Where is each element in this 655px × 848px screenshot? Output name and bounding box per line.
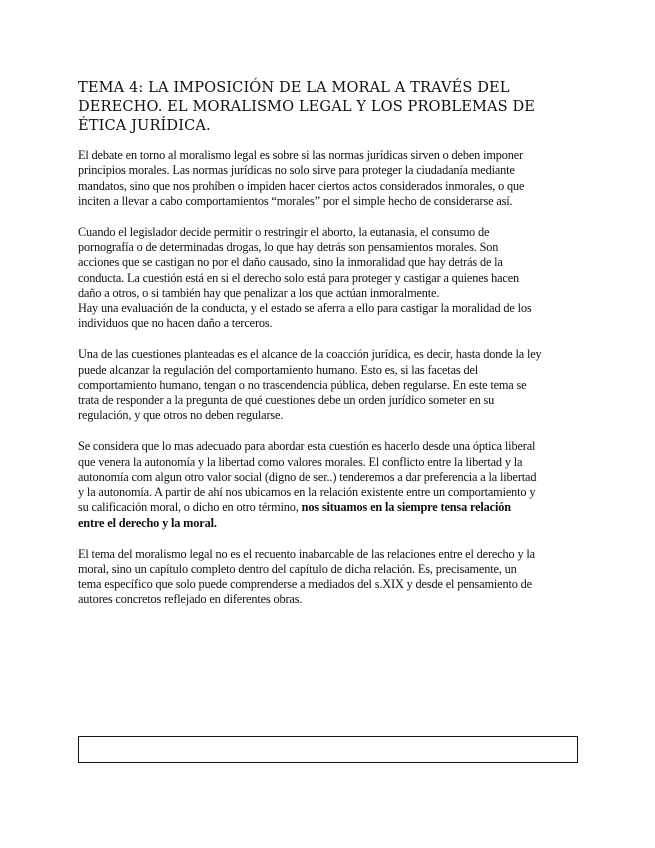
text-line: conducta. La cuestión está en si el derecho solo está para proteger y castigar a quienes hacen <box>78 270 520 285</box>
document-title <box>78 78 578 135</box>
bold-emphasis: entre el derecho y la moral. <box>78 515 217 530</box>
paragraph-moralismo-debate <box>78 148 578 209</box>
text-line: Hay una evaluación de la conducta, y el estado se aferra a ello para castigar la moralidad de los <box>78 301 532 316</box>
title-line: ÉTICA JURÍDICA. <box>78 117 211 134</box>
text-line: comportamiento humano, tengan o no trascendencia pública, deben regularse. En este tema se <box>78 377 527 392</box>
text-line: individuos que no hacen daño a terceros. <box>78 316 273 331</box>
text-line: Una de las cuestiones planteadas es el alcance de la coacción jurídica, es decir, hasta donde la ley <box>78 347 542 362</box>
title-line: DERECHO. EL MORALISMO LEGAL Y LOS PROBLEMAS DE <box>78 98 536 115</box>
paragraph-legislador <box>78 225 578 332</box>
text-line: mandatos, sino que nos prohíben o impiden hacer ciertos actos considerados inmorales, o que <box>78 178 525 193</box>
text-line-bold <box>78 516 578 531</box>
text-segment: su calificación moral, o dicho en otro término, <box>78 500 302 515</box>
paragraph-tema-moralismo <box>78 547 578 608</box>
text-line: regulación, y que otros no deben regularse. <box>78 408 284 423</box>
footer-box <box>78 736 578 763</box>
text-line: puede alcanzar la regulación del comportamiento humano. Esto es, si las facetas del <box>78 362 479 377</box>
text-line: tema específico que solo puede comprenderse a mediados del s.XIX y desde el pensamiento de <box>78 577 532 592</box>
text-line: daño a otros, o si también hay que penalizar a los que actúan inmoralmente. <box>78 285 440 300</box>
title-line: TEMA 4: LA IMPOSICIÓN DE LA MORAL A TRAVÉS DEL <box>78 79 510 96</box>
text-line: pornografía o de determinadas drogas, lo que hay detrás son pensamientos morales. Son <box>78 239 499 254</box>
text-line: principios morales. Las normas jurídicas no solo sirve para proteger la ciudadanía mediante <box>78 163 515 178</box>
text-line: El debate en torno al moralismo legal es sobre si las normas jurídicas sirven o deben imponer <box>78 148 524 162</box>
paragraph-optica-liberal <box>78 439 578 531</box>
text-line: moral, sino un capítulo completo dentro del capítulo de dicha relación. Es, precisamente, un <box>78 561 517 576</box>
text-line-mixed <box>78 500 578 515</box>
text-line: Cuando el legislador decide permitir o restringir el aborto, la eutanasia, el consumo de <box>78 224 490 239</box>
text-line: El tema del moralismo legal no es el recuento inabarcable de las relaciones entre el derecho y la <box>78 546 535 561</box>
document-page <box>78 78 578 623</box>
text-line: inciten a llevar a cabo comportamientos “morales” por el simple hecho de considerarse así. <box>78 193 513 208</box>
paragraph-coaccion-juridica <box>78 347 578 423</box>
text-line: que venera la autonomía y la libertad como valores morales. El conflicto entre la libertad y la <box>78 454 523 469</box>
text-line: y la autonomía. A partir de ahí nos ubicamos en la relación existente entre un comportamiento y <box>78 485 536 500</box>
bold-emphasis: nos situamos en la siempre tensa relación <box>301 500 511 515</box>
text-line: autonomía com algun otro valor social (digno de ser..) tenderemos a dar preferencia a la libertad <box>78 469 537 484</box>
text-line: Se considera que lo mas adecuado para abordar esta cuestión es hacerlo desde una óptica liberal <box>78 439 536 454</box>
text-line: autores concretos reflejado en diferentes obras. <box>78 592 303 607</box>
text-line: trata de responder a la pregunta de qué cuestiones debe un orden jurídico someter en su <box>78 393 495 408</box>
text-line: acciones que se castigan no por el daño causado, sino la inmoralidad que hay detrás de la <box>78 255 503 270</box>
